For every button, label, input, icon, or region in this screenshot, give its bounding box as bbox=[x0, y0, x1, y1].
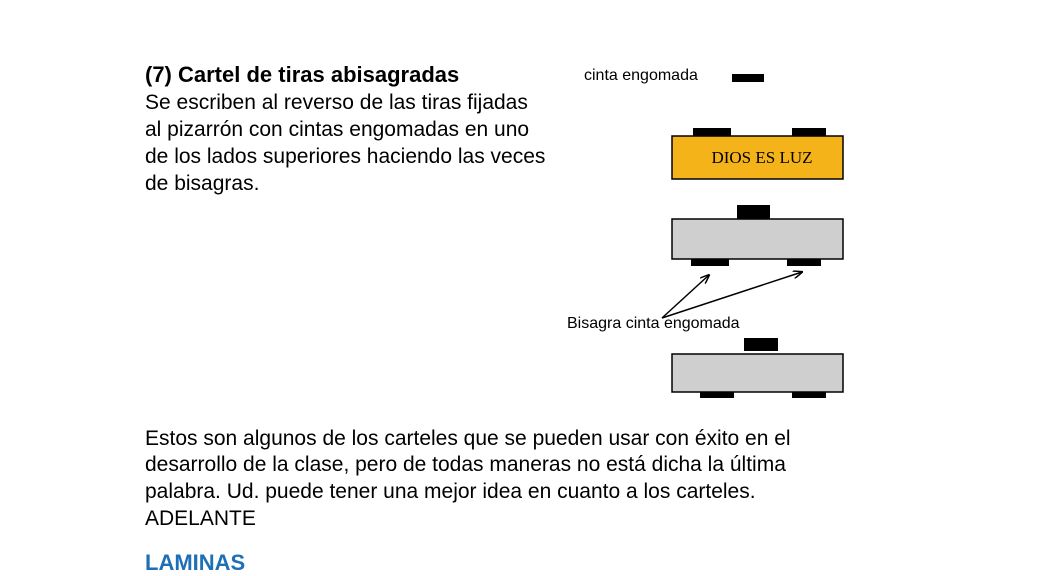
arrow-right bbox=[662, 272, 802, 318]
section-heading: (7) Cartel de tiras abisagradas bbox=[145, 62, 460, 87]
description-line: Se escriben al reverso de las tiras fijadas bbox=[145, 91, 528, 114]
strip-text: DIOS ES LUZ bbox=[711, 148, 813, 167]
back-strip bbox=[672, 219, 843, 259]
conclusion-line: palabra. Ud. puede tener una mejor idea en cuanto a los carteles. bbox=[145, 480, 756, 503]
hinge-label: Bisagra cinta engomada bbox=[567, 315, 740, 332]
arrow-left bbox=[662, 275, 709, 318]
hinge-tape bbox=[792, 392, 826, 398]
back-strip bbox=[672, 354, 843, 392]
next-section-title: LAMINAS bbox=[145, 550, 246, 575]
tape-piece bbox=[744, 338, 778, 351]
description-line: de bisagras. bbox=[145, 172, 260, 195]
tape-legend-label: cinta engomada bbox=[584, 67, 698, 84]
description-line: de los lados superiores haciendo las veces bbox=[145, 145, 546, 168]
hinge-tape bbox=[787, 259, 821, 266]
conclusion-line: ADELANTE bbox=[145, 507, 256, 530]
tape-piece bbox=[737, 205, 770, 219]
hinge-tape bbox=[700, 392, 734, 398]
hinge-tape bbox=[691, 259, 729, 266]
description-line: al pizarrón con cintas engomadas en uno bbox=[145, 118, 530, 141]
conclusion-line: desarrollo de la clase, pero de todas maneras no está dicha la última bbox=[145, 453, 786, 476]
conclusion-line: Estos son algunos de los carteles que se pueden usar con éxito en el bbox=[145, 427, 791, 450]
